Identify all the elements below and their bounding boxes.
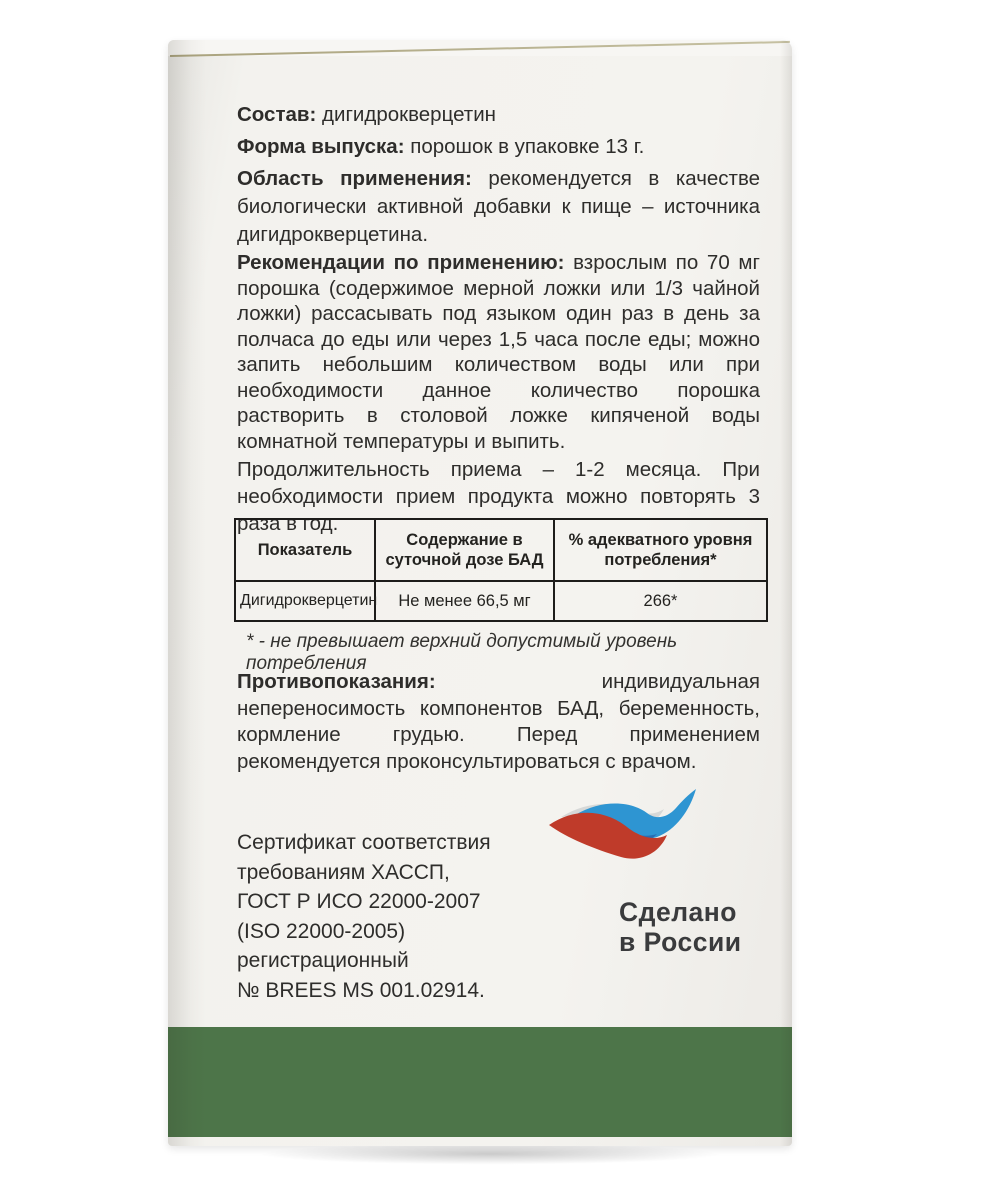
certificate-line: (ISO 22000-2005) <box>237 919 406 943</box>
composition-value: дигидрокверцетин <box>322 103 496 126</box>
application-area-label: Область применения: <box>237 167 472 190</box>
table-header-indicator: Показатель <box>235 519 375 581</box>
certificate-line: регистрационный <box>237 949 409 972</box>
table-header-row <box>235 519 767 581</box>
release-form-value: порошок в упаковке 13 г. <box>410 135 645 158</box>
certificate-block <box>237 828 491 1005</box>
duration-text: Продолжительность приема – 1-2 месяца. При необходимости прием продукта можно повторять 3 раза в год. <box>237 458 760 535</box>
table-cell-percent: 266* <box>554 581 767 621</box>
table-header-adequate-level: % адекватного уровня потребления* <box>554 519 767 581</box>
application-area-text: рекомендуется в качестве биологически активной добавки к пище – источника дигидрокверцетина. <box>237 167 761 246</box>
made-in-russia-caption <box>619 897 742 957</box>
contraindications-label: Противопоказания: <box>237 670 436 693</box>
certificate-line: требованиям ХАССП, <box>237 860 450 884</box>
release-form-line <box>237 133 760 160</box>
table-cell-amount: Не менее 66,5 мг <box>375 581 554 621</box>
box-left-edge-shading <box>168 40 206 1146</box>
made-in-russia-line1: Сделано <box>619 897 737 927</box>
composition-line <box>237 101 760 128</box>
made-in-russia-line2: в России <box>619 927 742 957</box>
table-row <box>235 581 767 621</box>
green-bottom-band <box>168 1027 792 1137</box>
nutrition-table <box>234 518 768 622</box>
certificate-line: № BREES MS 001.02914. <box>237 978 485 1002</box>
contraindications-text: индивидуальная непереносимость компонентов БАД, беременность, кормление грудью. Перед применением рекомендуется проконсультироваться с врачом. <box>237 670 760 773</box>
table-cell-substance: Дигидрокверцетин <box>235 581 375 621</box>
usage-recommendations-paragraph <box>237 250 760 454</box>
table-footnote: * - не превышает верхний допустимый уровень потребления <box>246 631 678 674</box>
application-area-paragraph <box>237 165 760 249</box>
box-floor-shadow <box>160 1142 820 1172</box>
box-right-edge-shading <box>780 40 792 1146</box>
made-in-russia-bird-icon <box>547 788 697 885</box>
contraindications-paragraph <box>237 669 760 775</box>
table-header-content: Содержание в суточной дозе БАД <box>375 519 554 581</box>
composition-label: Состав: <box>237 103 317 126</box>
certificate-line: ГОСТ Р ИСО 22000-2007 <box>237 890 481 913</box>
certificate-line: Сертификат соответствия <box>237 831 491 854</box>
usage-recommendations-text: взрослым по 70 мг порошка (содержимое мерной ложки или 1/3 чайной ложки) рассасывать под языком один раз в день за полчаса до еды или через 1,5 часа после еды; можно запить небольшим количеством воды или при необходимости данное количество порошка растворить в столовой ложке кипяченой воды комнатной температуры и выпить. <box>237 251 760 453</box>
release-form-label: Форма выпуска: <box>237 135 405 158</box>
usage-recommendations-label: Рекомендации по применению: <box>237 251 565 274</box>
